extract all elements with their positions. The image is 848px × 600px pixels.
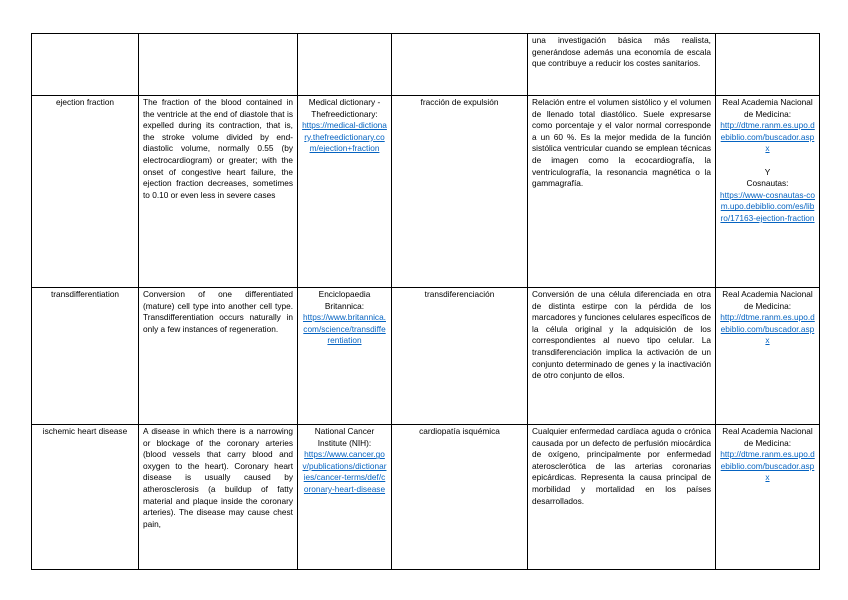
table-row <box>32 96 820 288</box>
source-label: Enciclopaedia Britannica: <box>318 289 371 311</box>
source-label: Medical dictionary - Thefreedictionary: <box>308 97 381 119</box>
glossary-table <box>31 33 820 570</box>
source-link[interactable]: https://www.cancer.gov/publications/dictionaries/cancer-terms/def/coronary-heart-disease <box>302 449 387 494</box>
table-row <box>32 288 820 425</box>
translation-cell: cardiopatía isquémica <box>392 425 528 570</box>
definition-cell <box>139 34 298 96</box>
definition-cell: Conversion of one differentiated (mature) cell type into another cell type. Transdifferentiation occurs naturally in only a few instances of regeneration. <box>139 288 298 425</box>
definition-es-cell: una investigación básica más realista, generándose además una economía de escala que contribuye a reducir los costes sanitarios. <box>528 34 716 96</box>
source-cell <box>298 96 392 288</box>
source-es-label: Real Academia Nacional de Medicina: <box>722 426 813 448</box>
spacer <box>720 155 815 167</box>
source-es-link[interactable]: http://dtme.ranm.es.upo.debiblio.com/buscador.aspx <box>720 120 815 154</box>
source-es-label: Real Academia Nacional de Medicina: <box>722 97 813 119</box>
source-es-cell <box>716 34 820 96</box>
source-es-label: Real Academia Nacional de Medicina: <box>722 289 813 311</box>
translation-cell: transdiferenciación <box>392 288 528 425</box>
source-es-cell <box>716 96 820 288</box>
source-cell <box>298 34 392 96</box>
source-label: National Cancer Institute (NIH): <box>314 426 375 448</box>
source-es-cell <box>716 288 820 425</box>
definition-es-cell: Relación entre el volumen sistólico y el volumen de llenado total diastólico. Suele expresarse como porcentaje y el valor normal corresponde a un 60 %. Es la mejor medida de la función sistólica ventricular cuando se emplean técnicas de imagen como la ecocardiografía, la ventriculografía, la resonancia magnética o la gammagrafía. <box>528 96 716 288</box>
source-link[interactable]: https://www.britannica.com/science/transdifferentiation <box>302 312 386 346</box>
source-es-link[interactable]: http://dtme.ranm.es.upo.debiblio.com/buscador.aspx <box>720 312 815 346</box>
translation-cell <box>392 34 528 96</box>
source-cell <box>298 425 392 570</box>
term-cell: ischemic heart disease <box>32 425 139 570</box>
term-cell: ejection fraction <box>32 96 139 288</box>
source-es-label-2: Cosnautas: <box>746 178 789 189</box>
table-row <box>32 34 820 96</box>
source-es-link-2[interactable]: https://www-cosnautas-com.upo.debiblio.com/es/libro/17163-ejection-fraction <box>720 189 815 223</box>
conjunction-text: Y <box>764 166 771 177</box>
translation-cell: fracción de expulsión <box>392 96 528 288</box>
definition-cell: The fraction of the blood contained in the ventricle at the end of diastole that is expelled during its contraction, that is, the stroke volume divided by end-diastolic volume, normally 0.55 (by electrocardiogram) or greater; with the onset of congestive heart failure, the ejection fraction decreases, sometimes to 0.10 or even less in severe cases <box>139 96 298 288</box>
source-cell <box>298 288 392 425</box>
source-es-cell <box>716 425 820 570</box>
term-cell: transdifferentiation <box>32 288 139 425</box>
definition-es-cell: Conversión de una célula diferenciada en otra de distinta estirpe con la pérdida de los marcadores y funciones celulares específicos de la célula original y la adquisición de los correspondientes al nuevo tipo celular. La transdiferenciación implica la activación de un conjunto determinado de genes y la inactivación de otro conjunto de ellos. <box>528 288 716 425</box>
source-es-link[interactable]: http://dtme.ranm.es.upo.debiblio.com/buscador.aspx <box>720 449 815 483</box>
definition-es-cell: Cualquier enfermedad cardíaca aguda o crónica causada por un defecto de perfusión miocárdica de oxígeno, principalmente por enfermedad aterosclerótica de las arterias coronarias epicárdicas. Representa la causa principal de morbilidad y mortalidad en los países desarrollados. <box>528 425 716 570</box>
source-link[interactable]: https://medical-dictionary.thefreedictionary.com/ejection+fraction <box>302 120 387 154</box>
term-cell <box>32 34 139 96</box>
definition-cell: A disease in which there is a narrowing or blockage of the coronary arteries (blood vessels that carry blood and oxygen to the heart). Coronary heart disease is usually caused by atherosclerosis (a buildup of fatty material and plaque inside the coronary arteries). The disease may cause chest pain, <box>139 425 298 570</box>
table-row <box>32 425 820 570</box>
